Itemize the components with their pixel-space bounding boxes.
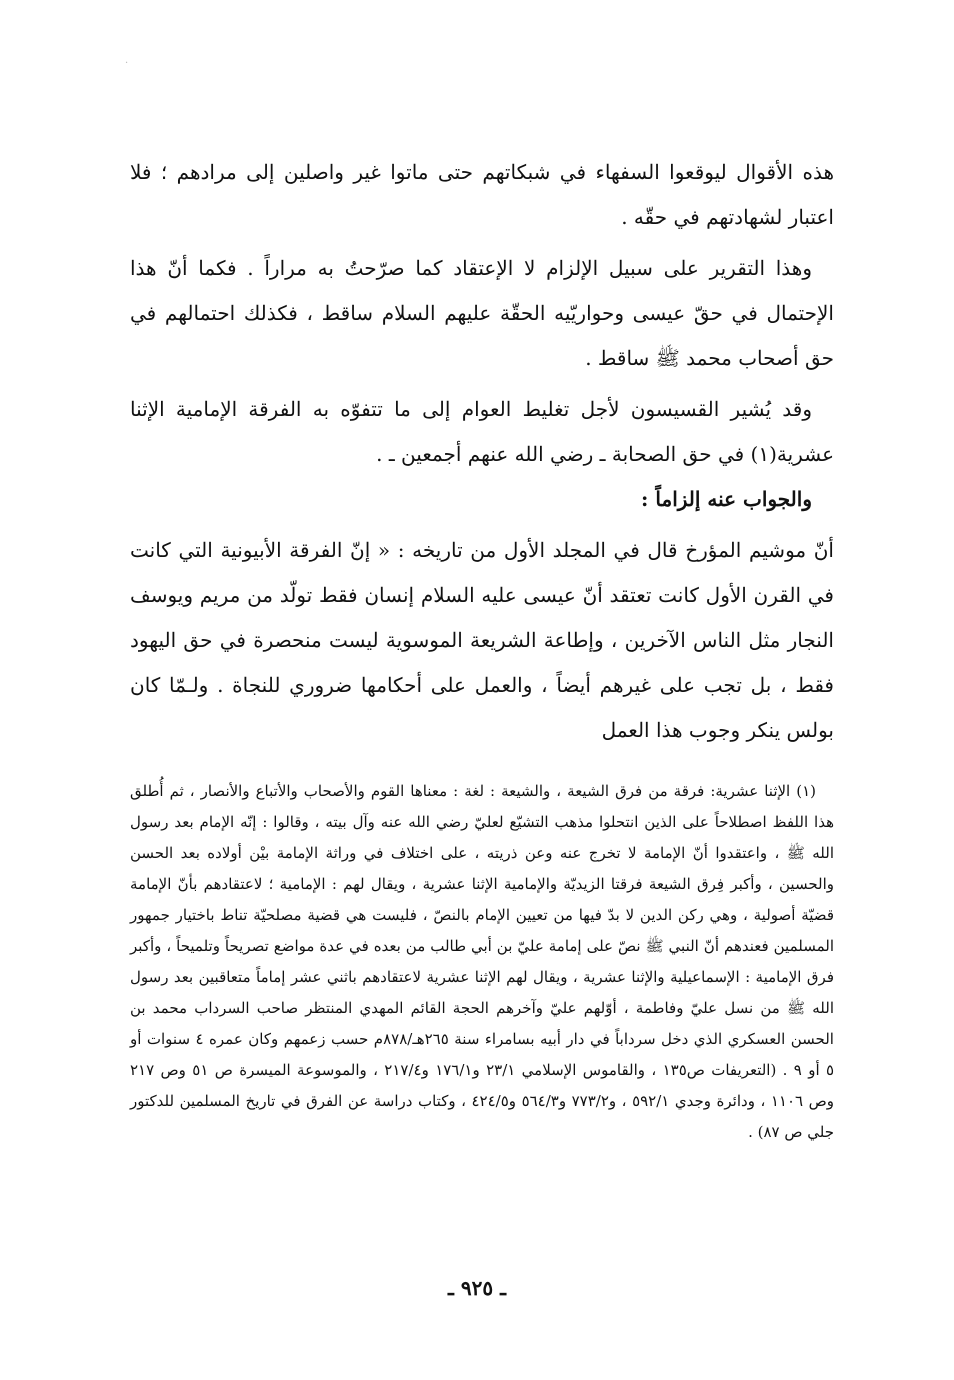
- footnotes: [130, 776, 834, 1148]
- main-text: [130, 150, 834, 753]
- paragraph-continuation: هذه الأقوال ليوقعوا السفهاء في شبكاتهم حتى ماتوا غير واصلين إلى مرادهم ؛ فلا اعتبار لشهادتهم في حقّه .: [130, 160, 834, 229]
- scan-speck: ·: [125, 58, 129, 69]
- paragraph-qissisun: وقد يُشير القسيسون لأجل تغليط العوام إلى ما تتفوّه به الفرقة الإمامية الإثنا عشرية(١) في حق الصحابة ـ رضي الله عنهم أجمعين ـ .: [130, 397, 834, 466]
- page-number: ـ ٩٢٥ ـ: [448, 1276, 506, 1300]
- answer-heading: والجواب عنه إلزاماً :: [641, 487, 812, 511]
- paragraph-ilzam: وهذا التقرير على سبيل الإلزام لا الإعتقاد كما صرّحتُ به مراراً . فكما أنّ هذا الإحتمال في حقّ عيسى وحواريّيه الحقّة عليهم السلام ساقط ، فكذلك احتمالهم في حق أصحاب محمد ﷺ ساقط .: [130, 256, 834, 370]
- paragraph-mosheim: أنّ موشيم المؤرخ قال في المجلد الأول من تاريخه : « إنّ الفرقة الأبيونية التي كانت في القرن الأول كانت تعتقد أنّ عيسى عليه السلام إنسان فقط تولّد من مريم ويوسف النجار مثل الناس الآخرين ، وإطاعة الشريعة الموسوية ليست منحصرة في حق اليهود فقط ، بل تجب على غيرهم أيضاً ، والعمل على أحكامها ضروري للنجاة . ولـمّا كان بولس ينكر وجوب هذا العمل: [130, 538, 834, 742]
- footnote-1: (١) الإثنا عشرية: فرقة من فرق الشيعة ، والشيعة : لغة : معناها القوم والأصحاب والأتباع والأنصار ، ثم أُطلق هذا اللفظ اصطلاحاً على الذين انتحلوا مذهب التشيّع لعليّ رضي الله عنه وآل بيته ، وقالوا : إنّه الإمام بعد رسول الله ﷺ ، واعتقدوا أنّ الإمامة لا تخرج عنه وعن ذريته ، على اختلاف في وراثة الإمامة بيْن أولاده بعد الحسن والحسين ، وأكبر فِرق الشيعة فرقتا الزيديّة والإمامية الإثنا عشرية ، ويقال لهم : الإمامية ؛ لاعتقادهم بأنّ الإمامة قضيّة أصولية ، وهي ركن الدين لا بدّ فيها من تعيين الإمام بالنصّ ، فليست هي قضية مصلحيّة تناط باختيار جمهور المسلمين فعندهم أنّ النبي ﷺ نصّ على إمامة عليّ بن أبي طالب من بعده في عدة مواضع تصريحاً وتلميحاً ، وأكبر فرق الإمامية : الإسماعيلية والإثنا عشرية ، ويقال لهم الإثنا عشرية لاعتقادهم باثني عشر إماماً متعاقبين بعد رسول الله ﷺ من نسل عليّ وفاطمة ، أوّلهم عليّ وآخرهم الحجة القائم المهدي المنتظر صاحب السرداب محمد بن الحسن العسكري الذي دخل سرداباً في دار أبيه بسامراء سنة ٢٦٥هـ/٨٧٨م حسب زعمهم وكان عمره ٤ سنوات أو ٥ أو ٩ . (التعريفات ص١٣٥ ، والقاموس الإسلامي ٢٣/١ و١٧٦/١ و٢١٧/٤ ، والموسوعة الميسرة ص ٥١ وص ٢١٧ وص ١١٠٦ ، ودائرة وجدي ٥٩٢/١ ، و٧٧٣/٢ و٥٦٤/٣ و٤٢٤/٥ ، وكتاب دراسة عن الفرق في تاريخ المسلمين للدكتور جلي ص ٨٧) .: [130, 782, 835, 1141]
